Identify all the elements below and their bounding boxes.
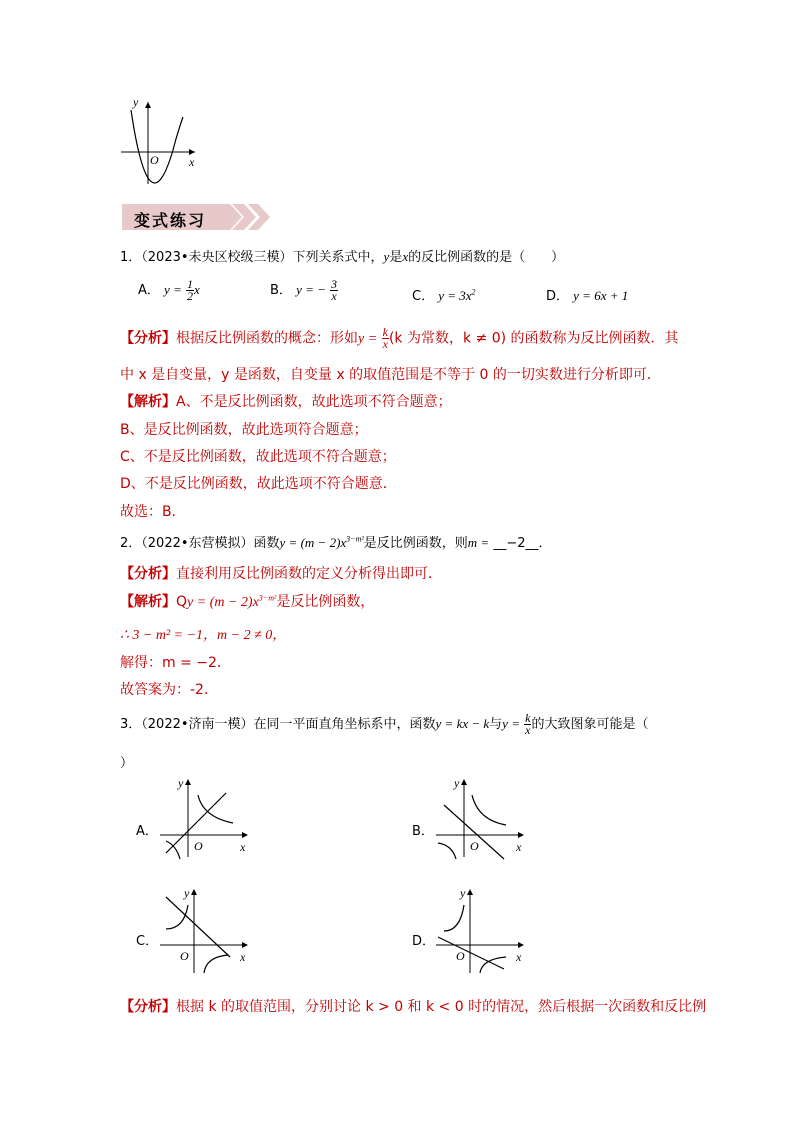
svg-text:y: y [460,886,466,900]
q3-option-a-label: A． [136,824,158,839]
q2-stem: 2．（2022•东营模拟）函数$y = (m - 2)x^{3-m^2}$是反比例函数，则m = __−2__． [120,534,552,551]
svg-text:O: O [456,949,465,963]
q1-option-b: B． y = − $\frac{3}{x}$ [270,277,338,303]
q1-analysis-line2: 中 x 是自变量，y 是函数，自变量 x 的取值范围是不等于 0 的一切实数进行分析即可． [120,367,661,383]
graph-x-label: x [189,155,195,169]
svg-text:x: x [240,840,246,854]
q3-stem-close: ） [120,756,134,771]
q3-stem: 3．（2022•济南一模）在同一平面直角坐标系中，函数y = kx − k与y = $\frac{k}{x}$ 的大致图象可能是（ [120,711,649,737]
q1-option-a: A． y = $\frac{1}{2}$ x [138,277,200,303]
q2-analysis: 【分析】直接利用反比例函数的定义分析得出即可． [120,566,442,582]
q3-analysis: 【分析】根据 k 的取值范围，分别讨论 k > 0 和 k < 0 时的情况，然后根据一次函数和反比例 [120,999,707,1015]
q2-solution-2: ∴ 3 − m² = −1，m − 2 ≠ 0， [120,628,287,643]
q3-graph-c [158,885,253,975]
q1-solution-4: D、不是反比例函数，故此选项不符合题意． [120,476,397,492]
svg-text:O: O [470,839,479,853]
q1-option-d: D． y = 6x + 1 [546,288,629,304]
q1-solution-3: C、不是反比例函数，故此选项不符合题意； [120,449,396,465]
svg-text:O: O [180,949,189,963]
graph-y-label: y [133,95,139,109]
q1-analysis-line1: 【分析】根据反比例函数的概念：形如y = $\frac{k}{x}$ (k 为常数，k ≠ 0) 的函数称为反比例函数．其 [120,325,679,351]
svg-text:x: x [240,950,246,964]
q3-graph-d [434,885,529,975]
q2-answer: 故答案为：-2． [120,682,218,698]
q1-solution-2: B、是反比例函数，故此选项符合题意； [120,422,368,438]
q3-option-b-label: B． [412,824,434,839]
q3-option-d-label: D． [412,934,436,949]
parabola-graph [115,92,205,187]
svg-text:x: x [516,950,522,964]
q1-solution-1: 【解析】A、不是反比例函数，故此选项不符合题意； [120,394,452,410]
banner-title: 变式练习 [134,211,207,230]
q1-choice: 故选：B． [120,504,186,520]
q1-stem: 1．（2023•未央区校级三模）下列关系式中，y是x的反比例函数的是（ ） [120,249,565,265]
svg-text:y: y [178,776,184,790]
q1-option-c: C． $y = 3x^2$ [412,287,476,304]
graph-origin-label: O [150,153,159,167]
q2-solution-1: 【解析】$Qy = (m - 2)x^{3-m^2}$是反比例函数， [120,593,375,610]
svg-text:y: y [454,776,460,790]
q3-option-c-label: C． [136,934,159,949]
q2-solution-3: 解得：m = −2． [120,655,231,671]
section-banner [122,202,272,232]
svg-text:y: y [184,886,190,900]
svg-text:O: O [194,839,203,853]
q3-graph-b [434,775,529,860]
svg-text:x: x [516,840,522,854]
q3-graph-a [158,775,253,860]
